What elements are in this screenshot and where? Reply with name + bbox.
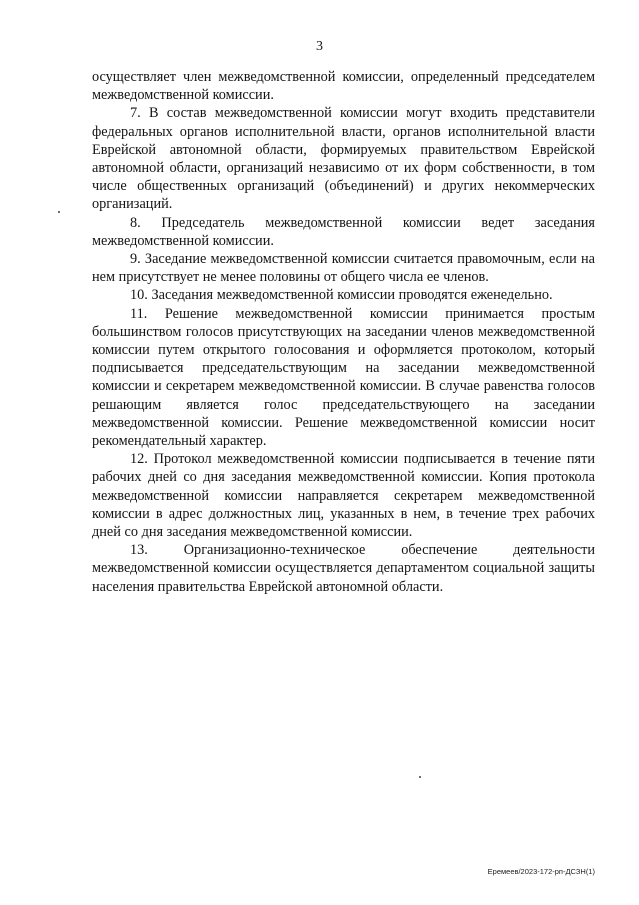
paragraph-continuation: осуществляет член межведомственной комиссии, определенный председателем межведомственной комиссии. [92,69,595,104]
document-footer-code: Еремеев/2023-172-рп-ДСЗН(1) [487,867,595,876]
paragraph-item-10: 10. Заседания межведомственной комиссии проводятся еженедельно. [130,287,553,304]
scan-speck [58,211,60,213]
paragraph-item-7: 7. В состав межведомственной комиссии могут входить представители федеральных органов исполнительной власти, органов исполнительной власти Еврейской автономной области, формируемых правительством Еврейской автономной области, организаций независимо от их форм собственности, в том числе общественных организаций (объединений) и других некоммерческих организаций. [92,105,595,213]
page-number: 3 [316,39,323,54]
paragraph-item-8: 8. Председатель межведомственной комиссии ведет заседания межведомственной комиссии. [92,214,595,249]
paragraph-item-12: 12. Протокол межведомственной комиссии подписывается в течение пяти рабочих дней со дня заседания межведомственной комиссии. Копия протокола межведомственной комиссии направляется секретарем межведомственной комиссии в адрес должностных лиц, указанных в нем, в течение трех рабочих дней со дня заседания межведомственной комиссии. [92,451,595,541]
paragraph-item-11: 11. Решение межведомственной комиссии принимается простым большинством голосов присутствующих на заседании членов межведомственной комиссии путем открытого голосования и оформляется протоколом, который подписывается председательствующим на заседании межведомственной комиссии и секретарем межведомственной комиссии. В случае равенства голосов решающим является голос председательствующего на заседании межведомственной комиссии. Решение межведомственной комиссии носит рекомендательный характер. [92,305,595,450]
paragraph-item-13: 13. Организационно-техническое обеспечение деятельности межведомственной комиссии осуществляется департаментом социальной защиты населения правительства Еврейской автономной области. [92,542,595,595]
scan-speck [419,776,421,778]
paragraph-item-9: 9. Заседание межведомственной комиссии считается правомочным, если на нем присутствует не менее половины от общего числа ее членов. [92,251,595,286]
document-body [92,68,595,596]
